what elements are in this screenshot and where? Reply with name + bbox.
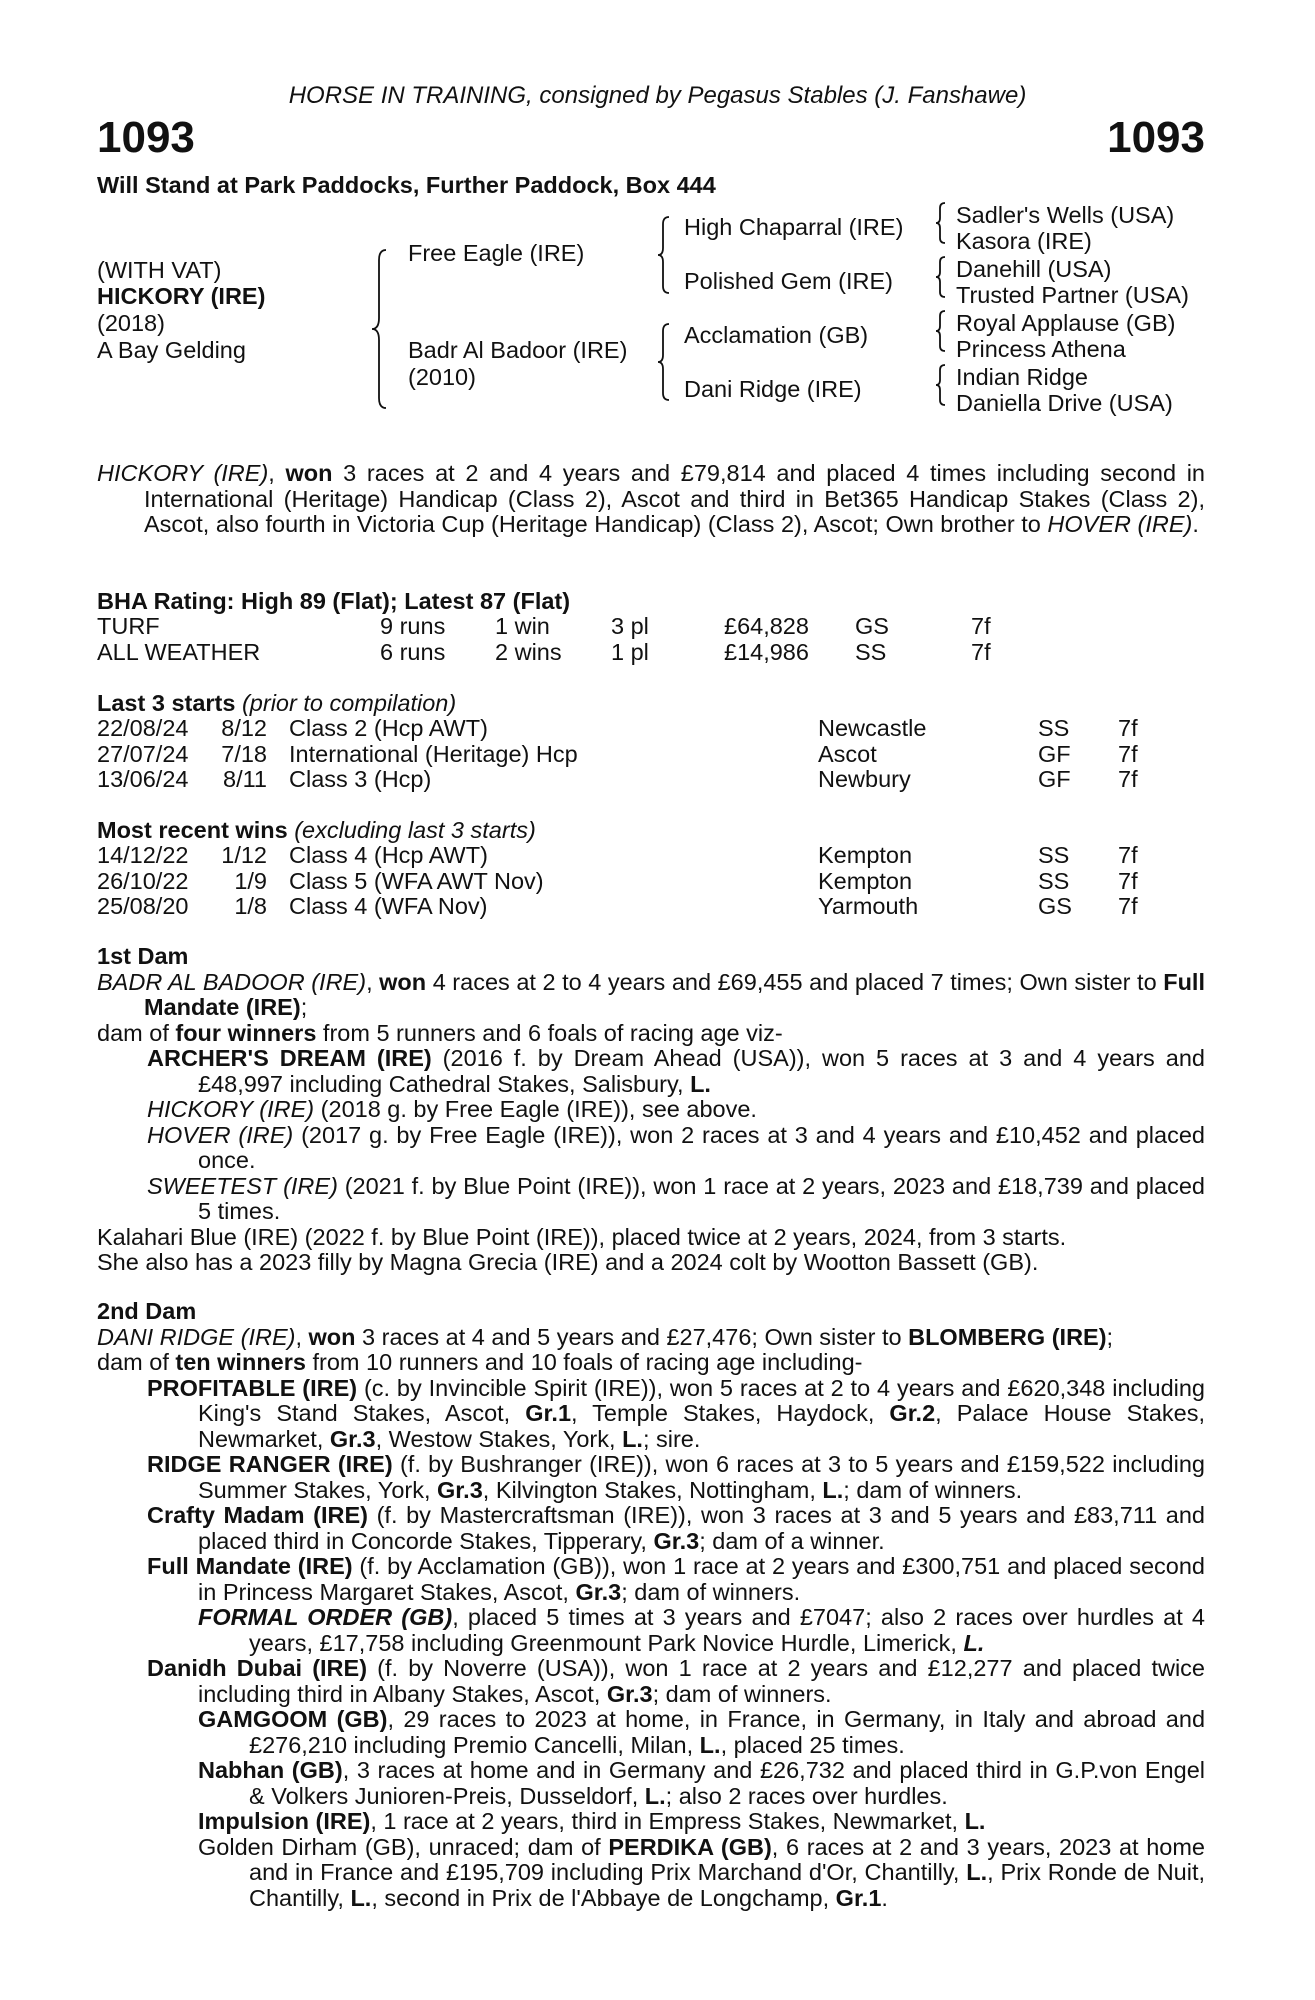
produce-grade: L. <box>350 1884 372 1911</box>
rating-runs: 6 runs <box>380 638 446 665</box>
table-row <box>97 843 1197 869</box>
produce-text: , Prix Ronde de Nuit, Chantilly, <box>249 1859 1206 1911</box>
rating-going: GS <box>855 613 889 639</box>
start-course: Newcastle <box>818 715 927 741</box>
summary-won: won <box>285 460 333 486</box>
produce-name: GAMGOOM (GB) <box>198 1706 388 1732</box>
produce-grade: L. <box>963 1629 985 1656</box>
stand-location: Will Stand at Park Paddocks, Further Paddock, Box 444 <box>97 172 716 198</box>
dam-year: (2010) <box>408 364 476 390</box>
horse-year: (2018) <box>97 310 165 336</box>
rating-placed: 1 pl <box>611 638 649 665</box>
rating-runs: 9 runs <box>380 613 446 639</box>
lot-number-left: 1093 <box>97 113 195 162</box>
produce-grade: L. <box>690 1070 711 1097</box>
start-distance: 7f <box>1118 740 1138 767</box>
last-starts-table <box>97 716 1197 793</box>
start-position: 7/18 <box>221 740 267 767</box>
produce-text: , placed 25 times. <box>720 1731 905 1758</box>
produce-name: FORMAL ORDER (GB) <box>198 1604 453 1630</box>
pedigree-brace-g3a <box>934 201 948 245</box>
rating-placed: 3 pl <box>611 613 649 639</box>
win-date: 14/12/22 <box>97 842 189 868</box>
produce-text: (f. by Bushranger (IRE)), won 6 races at 3 to 5 years and £159,522 including Summer Stakes, York, <box>198 1451 1205 1503</box>
table-row <box>97 869 1197 895</box>
rating-wins: 2 wins <box>495 638 562 665</box>
produce-name: RIDGE RANGER (IRE) <box>147 1451 393 1477</box>
second-dam-produce-summary <box>97 1350 1205 1376</box>
produce-name: PROFITABLE (IRE) <box>147 1374 358 1401</box>
produce-item <box>97 1123 1205 1174</box>
produce-text: (f. by Noverre (USA)), won 1 race at 2 years and £12,277 and placed twice including third in Albany Stakes, Ascot, <box>198 1655 1205 1707</box>
pedigree-brace-sire <box>656 215 672 295</box>
pedigree-brace-g3d <box>934 363 948 407</box>
start-distance: 7f <box>1118 766 1138 792</box>
rating-row <box>97 614 1197 640</box>
produce-item <box>97 1656 1205 1707</box>
win-going: GS <box>1038 893 1072 919</box>
first-dam-record: BADR AL BADOOR (IRE), won 4 races at 2 to 4 years and £69,455 and placed 7 times; Own sister to Full Mandate (IRE); <box>97 968 1205 1020</box>
produce-item: Kalahari Blue (IRE) (2022 f. by Blue Point (IRE)), placed twice at 2 years, 2024, from 3 starts. <box>97 1223 1067 1250</box>
produce-text: Golden Dirham (GB), unraced; dam of <box>198 1833 609 1860</box>
first-dam-note: She also has a 2023 filly by Magna Grecia (IRE) and a 2024 colt by Wootton Bassett (GB). <box>97 1249 1039 1275</box>
first-dam-end: ; <box>300 994 308 1020</box>
produce-text: . <box>881 1884 888 1911</box>
start-going: GF <box>1038 766 1071 792</box>
produce-text: ; dam of winners. <box>652 1680 832 1707</box>
produce-text: , placed 5 times at 3 years and £7047; also 2 races over hurdles at 4 years, £17,758 including Greenmount Park Novice Hurdle, Limerick, <box>249 1604 1205 1656</box>
produce-text: ; sire. <box>642 1425 701 1452</box>
grandproduce-item <box>97 1758 1205 1809</box>
produce-text: (f. by Mastercraftsman (IRE)), won 3 races at 3 and 5 years and £83,711 and placed third in Concorde Stakes, Tipperary, <box>198 1502 1205 1554</box>
produce-grade: L. <box>622 1425 643 1452</box>
table-row <box>97 716 1197 742</box>
dam-sire-dam: Princess Athena <box>956 336 1126 362</box>
dam-sire: Acclamation (GB) <box>684 322 869 348</box>
rating-wins: 1 win <box>495 613 550 639</box>
bha-rating-title: BHA Rating: High 89 (Flat); Latest 87 (Flat) <box>97 588 571 614</box>
start-going: GF <box>1038 740 1071 767</box>
pedigree-brace-g3b <box>934 255 948 299</box>
dam-name: Badr Al Badoor (IRE) <box>408 337 628 363</box>
produce-item <box>97 1046 1205 1097</box>
produce-text: , 6 races at 2 and 3 years, 2023 at home and in France and £195,709 including Prix Marchand d'Or, Chantilly, <box>249 1833 1205 1885</box>
produce-a: dam of <box>97 1019 176 1046</box>
second-dam-title: 2nd Dam <box>97 1298 197 1324</box>
produce-name: ARCHER'S DREAM (IRE) <box>147 1045 432 1071</box>
start-course: Newbury <box>818 766 911 792</box>
produce-text: ; dam of winners. <box>843 1476 1023 1503</box>
rating-distance: 7f <box>971 638 991 665</box>
start-race: Class 3 (Hcp) <box>289 766 432 792</box>
produce-text: , 29 races to 2023 at home, in France, in Germany, in Italy and abroad and £276,210 including Premio Cancelli, Milan, <box>249 1706 1206 1758</box>
pedigree-brace-main <box>370 248 390 410</box>
start-race: International (Heritage) Hcp <box>289 740 578 767</box>
recent-wins-table <box>97 843 1197 920</box>
produce-b: ten winners <box>175 1349 306 1375</box>
summary-brother: HOVER (IRE) <box>1047 511 1193 537</box>
rating-table <box>97 614 1197 665</box>
second-dam-name: DANI RIDGE (IRE) <box>97 1323 296 1350</box>
produce-item <box>97 1174 1205 1225</box>
produce-text: (f. by Acclamation (GB)), won 1 race at 2 years and £300,751 and placed second in Princess Margaret Stakes, Ascot, <box>198 1553 1205 1605</box>
grandproduce-item <box>97 1835 1205 1912</box>
produce-item <box>97 1376 1205 1453</box>
rating-prize: £14,986 <box>724 638 809 665</box>
rating-row <box>97 640 1197 666</box>
produce-name: HICKORY (IRE) <box>147 1096 315 1122</box>
summary-text: 3 races at 2 and 4 years and £79,814 and placed 4 times including second in International (Heritage) Handicap (Class 2), Ascot and third in Bet365 Handicap Stakes (Class 2), Ascot, also fourth in Victoria Cup (Heritage Handicap) (Class 2), Ascot; Own brother to <box>144 460 1205 537</box>
first-dam-title: 1st Dam <box>97 943 189 969</box>
produce-text: , Kilvington Stakes, Nottingham, <box>482 1476 823 1503</box>
table-row <box>97 894 1197 920</box>
produce-item <box>97 1503 1205 1554</box>
produce-grade: Gr.2 <box>889 1400 936 1426</box>
rating-prize: £64,828 <box>724 613 809 639</box>
produce-text: , 1 race at 2 years, third in Empress Stakes, Newmarket, <box>370 1808 965 1834</box>
produce-text: ; dam of a winner. <box>699 1527 885 1554</box>
win-position: 1/8 <box>234 893 267 919</box>
sire-sire-sire: Sadler's Wells (USA) <box>956 202 1175 228</box>
start-race: Class 2 (Hcp AWT) <box>289 715 488 741</box>
produce-name: Nabhan (GB) <box>198 1757 343 1783</box>
produce-grade: Gr.3 <box>606 1680 653 1707</box>
first-dam-produce-summary <box>97 1021 1205 1047</box>
grandproduce-item <box>97 1809 1205 1835</box>
dam-dam-dam: Daniella Drive (USA) <box>956 390 1173 416</box>
recent-wins-note: (excluding last 3 starts) <box>294 817 536 843</box>
second-dam-record: DANI RIDGE (IRE), won 3 races at 4 and 5 years and £27,476; Own sister to BLOMBERG (IRE); <box>97 1323 1114 1350</box>
produce-item <box>97 1452 1205 1503</box>
recent-wins-title: Most recent wins <box>97 817 288 843</box>
produce-grade: L. <box>699 1731 721 1758</box>
pedigree-brace-g3c <box>934 309 948 353</box>
rating-surface: TURF <box>97 613 160 639</box>
rating-going: SS <box>855 638 887 665</box>
lot-number-right: 1093 <box>1107 113 1205 162</box>
produce-grade: L. <box>644 1782 666 1809</box>
produce-text: ; also 2 races over hurdles. <box>665 1782 948 1809</box>
table-row <box>97 742 1197 768</box>
rating-distance: 7f <box>971 613 991 639</box>
produce-grade: L. <box>822 1476 844 1503</box>
dam-dam-sire: Indian Ridge <box>956 364 1088 390</box>
produce-grade: Gr.3 <box>329 1425 376 1452</box>
grandproduce-item <box>97 1605 1205 1656</box>
produce-item <box>97 1097 1205 1123</box>
last-starts-note: (prior to compilation) <box>241 690 457 716</box>
produce-grade: Gr.3 <box>437 1476 483 1503</box>
produce-name: SWEETEST (IRE) <box>147 1172 338 1199</box>
produce-item <box>97 1554 1205 1605</box>
second-dam-text: 3 races at 4 and 5 years and £27,476; Own sister to <box>355 1323 909 1350</box>
start-position: 8/11 <box>223 766 267 792</box>
produce-c: from 10 runners and 10 foals of racing age including- <box>305 1349 863 1375</box>
rating-surface: ALL WEATHER <box>97 638 261 665</box>
produce-name: Full Mandate (IRE) <box>147 1553 353 1579</box>
first-dam-sister: Full Mandate (IRE) <box>144 968 1205 1020</box>
produce-grade: Gr.1 <box>525 1400 572 1426</box>
produce-grade: Gr.3 <box>575 1578 622 1605</box>
win-date: 25/08/20 <box>97 893 189 919</box>
win-race: Class 4 (WFA Nov) <box>289 893 488 919</box>
pedigree-brace-dam <box>656 322 672 402</box>
win-position: 1/9 <box>234 867 267 894</box>
produce-grade: L. <box>964 1808 986 1834</box>
win-race: Class 5 (WFA AWT Nov) <box>289 867 544 894</box>
produce-name: HOVER (IRE) <box>147 1121 294 1148</box>
recent-wins-heading <box>97 817 536 843</box>
win-distance: 7f <box>1118 893 1138 919</box>
sire-sire: High Chaparral (IRE) <box>684 214 904 240</box>
produce-name: Crafty Madam (IRE) <box>147 1502 368 1528</box>
win-position: 1/12 <box>221 842 267 868</box>
win-going: SS <box>1038 867 1070 894</box>
table-row <box>97 767 1197 793</box>
win-going: SS <box>1038 842 1070 868</box>
produce-grade: L. <box>966 1859 988 1885</box>
produce-grade: Gr.3 <box>653 1527 700 1554</box>
sire-dam: Polished Gem (IRE) <box>684 268 893 294</box>
produce-name: PERDIKA (GB) <box>608 1833 772 1860</box>
dam-sire-sire: Royal Applause (GB) <box>956 310 1176 336</box>
start-going: SS <box>1038 715 1070 741</box>
horse-name: HICKORY (IRE) <box>97 283 266 309</box>
second-dam-sister: BLOMBERG (IRE) <box>908 1323 1107 1350</box>
sire-name: Free Eagle (IRE) <box>408 240 585 266</box>
race-summary: HICKORY (IRE), won 3 races at 2 and 4 years and £79,814 and placed 4 times including second in International (Heritage) Handicap (Class 2), Ascot and third in Bet365 Handicap Stakes (Class 2), Ascot, also fourth in Victoria Cup (Heritage Handicap) (Class 2), Ascot; Own brother to HOVER (IRE). <box>97 460 1205 537</box>
dam-dam: Dani Ridge (IRE) <box>684 376 862 402</box>
win-race: Class 4 (Hcp AWT) <box>289 842 488 868</box>
win-distance: 7f <box>1118 867 1138 894</box>
second-dam-section <box>97 1299 1205 1911</box>
last-starts-title: Last 3 starts <box>97 690 236 716</box>
produce-text: (2016 f. by Dream Ahead (USA)), won 5 races at 3 and 4 years and £48,997 including Cathedral Stakes, Salisbury, <box>198 1045 1205 1097</box>
produce-text: (c. by Invincible Spirit (IRE)), won 5 races at 2 to 4 years and £620,348 including King's Stand Stakes, Ascot, <box>198 1374 1206 1426</box>
first-dam-text: 4 races at 2 to 4 years and £69,455 and placed 7 times; Own sister to <box>426 968 1164 995</box>
start-course: Ascot <box>818 740 877 767</box>
start-position: 8/12 <box>221 715 267 741</box>
produce-text: (2021 f. by Blue Point (IRE)), won 1 race at 2 years, 2023 and £18,739 and placed 5 times. <box>198 1172 1205 1224</box>
vat-note: (WITH VAT) <box>97 257 222 283</box>
sire-dam-sire: Danehill (USA) <box>956 256 1112 282</box>
start-date: 27/07/24 <box>97 740 189 767</box>
win-distance: 7f <box>1118 842 1138 868</box>
produce-grade: Gr.1 <box>835 1884 882 1911</box>
win-date: 26/10/22 <box>97 867 189 894</box>
produce-a: dam of <box>97 1349 176 1375</box>
grandproduce-item <box>97 1707 1205 1758</box>
first-dam-won: won <box>379 968 427 995</box>
produce-name: Danidh Dubai (IRE) <box>147 1655 368 1681</box>
produce-b: four winners <box>175 1019 317 1046</box>
sire-dam-dam: Trusted Partner (USA) <box>956 282 1189 308</box>
summary-end: . <box>1192 511 1199 537</box>
win-course: Yarmouth <box>818 893 919 919</box>
last-starts-heading <box>97 690 456 716</box>
produce-text: , second in Prix de l'Abbaye de Longchamp, <box>371 1884 836 1911</box>
start-distance: 7f <box>1118 715 1138 741</box>
summary-horse-name: HICKORY (IRE) <box>97 460 269 486</box>
sire-sire-dam: Kasora (IRE) <box>956 228 1092 254</box>
start-date: 13/06/24 <box>97 766 189 792</box>
second-dam-end: ; <box>1106 1323 1114 1350</box>
produce-text: ; dam of winners. <box>621 1578 801 1605</box>
win-course: Kempton <box>818 867 913 894</box>
consignment-line: HORSE IN TRAINING, consigned by Pegasus Stables (J. Fanshawe) <box>288 82 1027 109</box>
produce-text: , Temple Stakes, Haydock, <box>571 1400 890 1426</box>
win-course: Kempton <box>818 842 913 868</box>
produce-text: (2017 g. by Free Eagle (IRE)), won 2 races at 3 and 4 years and £10,452 and placed once. <box>198 1121 1205 1173</box>
produce-text: , 3 races at home and in Germany and £26,732 and placed third in G.P.von Engel & Volkers Junioren-Preis, Dusseldorf, <box>249 1757 1205 1809</box>
first-dam-section <box>97 944 1205 1276</box>
horse-description: A Bay Gelding <box>97 337 246 363</box>
produce-text: (2018 g. by Free Eagle (IRE)), see above. <box>314 1096 757 1122</box>
produce-name: Impulsion (IRE) <box>198 1808 371 1834</box>
produce-c: from 5 runners and 6 foals of racing age viz- <box>316 1019 783 1046</box>
produce-text: , Palace House Stakes, Newmarket, <box>198 1400 1205 1452</box>
first-dam-name: BADR AL BADOOR (IRE) <box>97 968 367 995</box>
second-dam-won: won <box>308 1323 356 1350</box>
start-date: 22/08/24 <box>97 715 189 741</box>
produce-text: , Westow Stakes, York, <box>375 1425 623 1452</box>
